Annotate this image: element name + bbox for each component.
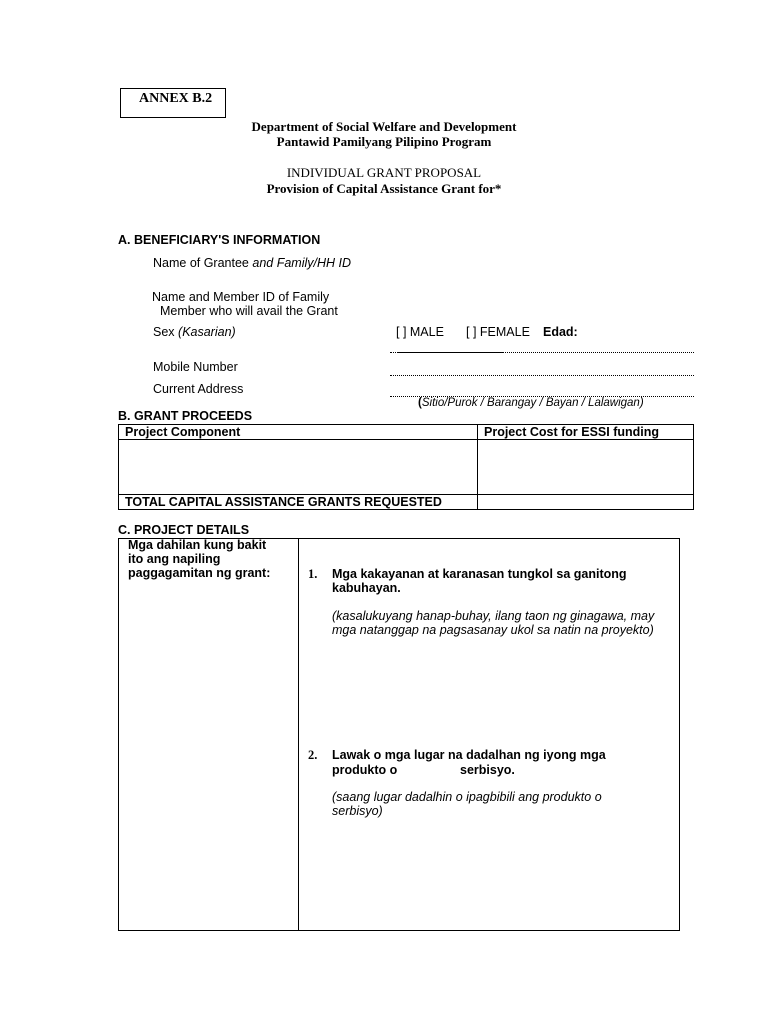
program-title: Pantawid Pamilyang Pilipino Program [276,134,492,149]
q1-hint: (kasalukuyang hanap-buhay, ilang taon ng ginagawa, may mga natanggap na pagsasanay ukol sa natin na proyekto) [332,609,655,637]
q1-number: 1. [308,567,318,581]
member-label-line1: Name and Member ID of Family [152,290,330,304]
q2-text-line2b: serbisyo. [460,763,515,777]
section-a-heading: A. BENEFICIARY'S INFORMATION [118,233,321,247]
male-checkbox[interactable]: [ ] MALE [396,325,444,339]
sex-label: Sex (Kasarian) [153,325,236,339]
q2-text-line2a: produkto o [332,763,398,777]
section-b-heading: B. GRANT PROCEEDS [118,409,253,423]
q1-answer-area[interactable] [332,645,662,740]
grantee-name-label: Name of Grantee and Family/HH ID [153,256,352,270]
reasons-label: Mga dahilan kung bakit ito ang napiling paggagamitan ng grant: [128,538,271,580]
proposal-subtitle: Provision of Capital Assistance Grant for* [266,181,502,196]
project-cost-cell[interactable] [478,440,694,495]
mobile-label: Mobile Number [153,360,238,374]
female-checkbox[interactable]: [ ] FEMALE [466,325,530,339]
q2-answer-area[interactable] [332,825,662,920]
address-hint: (Sitio/Purok / Barangay / Bayan / Lalawigan) [418,397,644,409]
edad-label: Edad: [543,325,578,339]
mobile-field-line[interactable] [390,375,694,376]
grant-proceeds-table [118,424,694,510]
member-label-line2: Member who will avail the Grant [160,304,338,318]
q2-number: 2. [308,748,318,762]
q1-text: Mga kakayanan at karanasan tungkol sa ganitong kabuhayan. [332,567,627,595]
project-component-header: Project Component [119,425,478,440]
annex-label: ANNEX B.2 [120,88,226,118]
project-component-cell[interactable] [119,440,478,495]
section-c-heading: C. PROJECT DETAILS [118,523,250,537]
project-details-divider [298,538,299,931]
project-cost-header: Project Cost for ESSI funding [478,425,694,440]
proposal-title: INDIVIDUAL GRANT PROPOSAL [286,165,482,180]
department-title: Department of Social Welfare and Development [251,119,517,134]
total-grants-cell[interactable] [478,495,694,510]
sex-field-line[interactable] [390,352,694,353]
address-label: Current Address [153,382,244,396]
total-grants-label: TOTAL CAPITAL ASSISTANCE GRANTS REQUESTED [119,495,478,510]
q2-hint: (saang lugar dadalhin o ipagbibili ang produkto o serbisyo) [332,790,602,818]
q2-text-line1: Lawak o mga lugar na dadalhan ng iyong mga [332,748,606,762]
